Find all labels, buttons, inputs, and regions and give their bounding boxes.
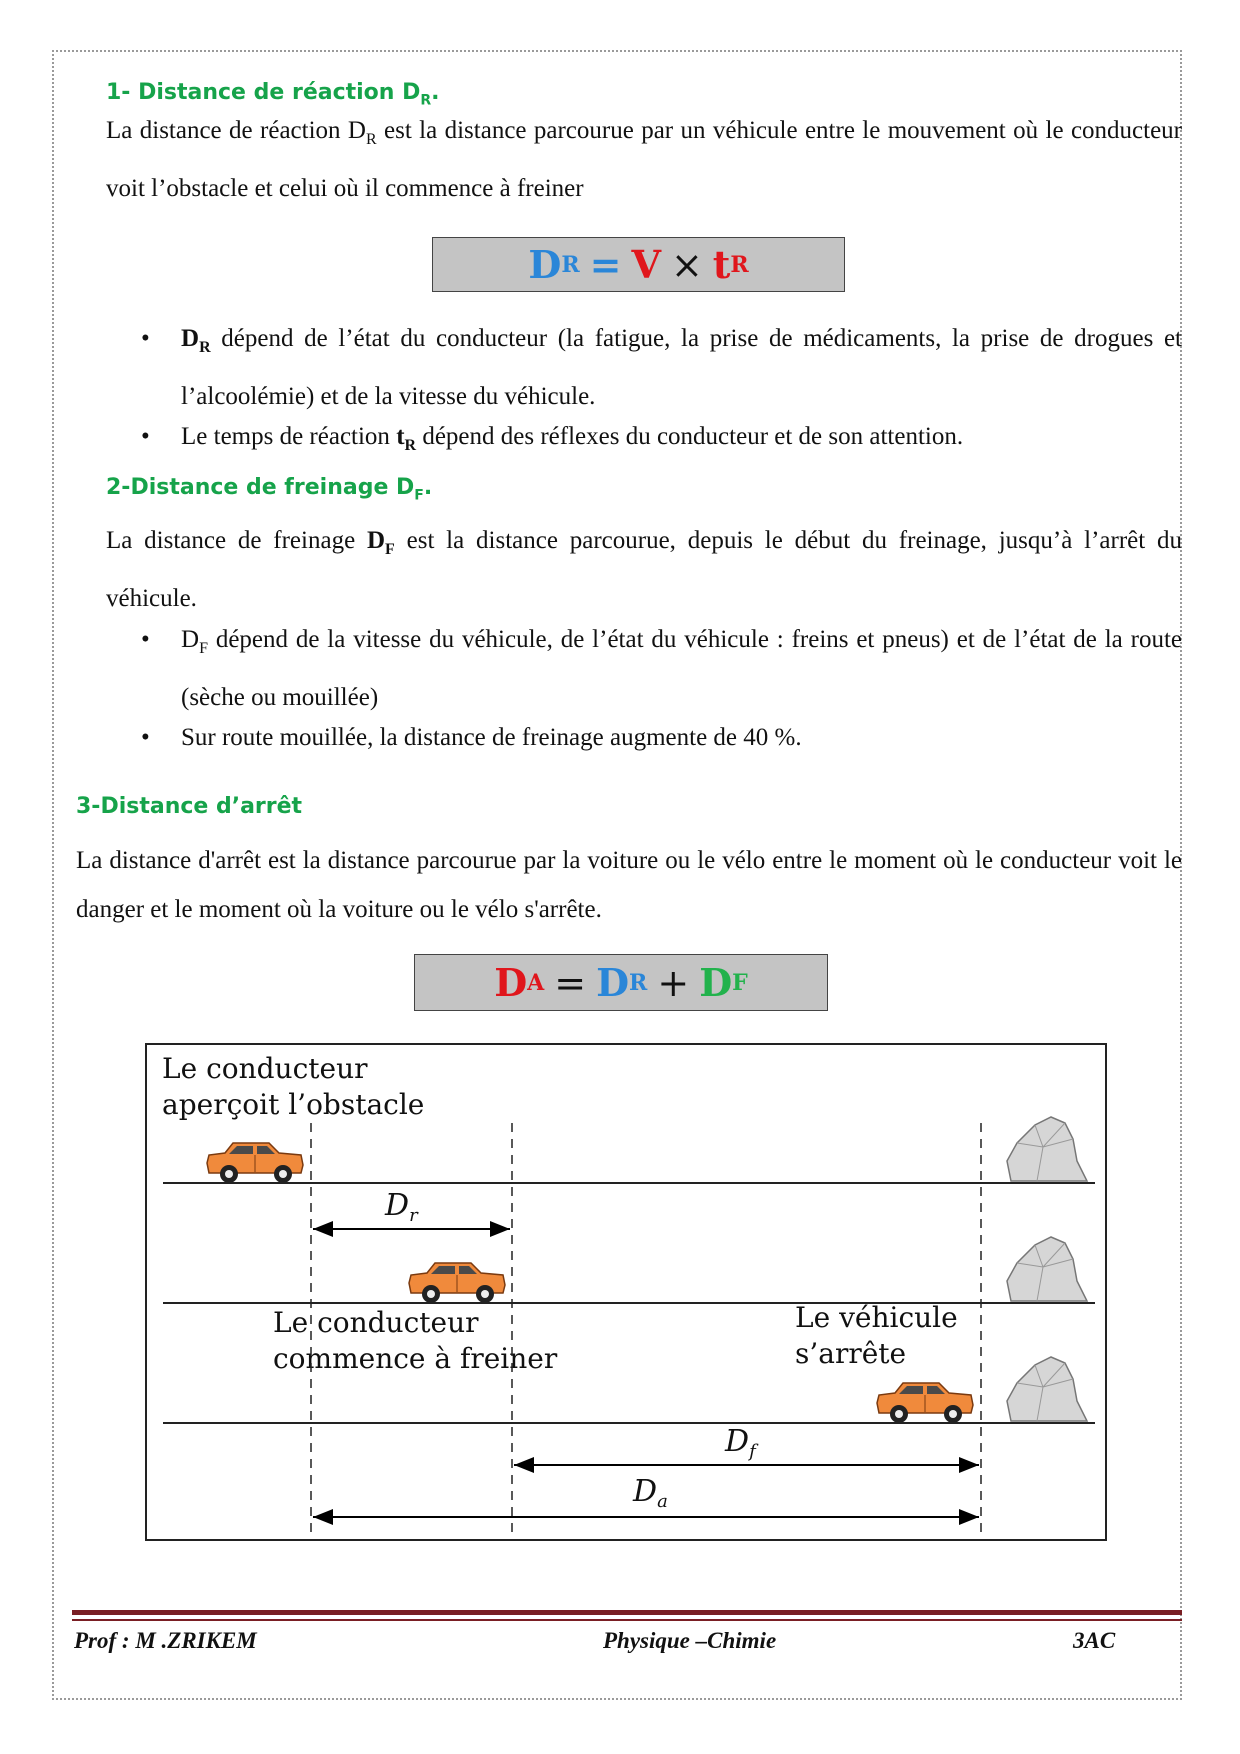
section-3-intro: La distance d'arrêt est la distance parcourue par la voiture ou le vélo entre le moment où le conducteur voit le danger et le moment où la voiture ou le vélo s'arrête. — [76, 847, 1182, 923]
section-2-bullet-1: • $D_F$ dépend de la vitesse du véhicule, de l’état du véhicule : freins et pneus) et de l’état de la route (sèche ou mouillée) — [181, 615, 1182, 722]
label-da: $D_a$ — [633, 1474, 668, 1512]
footer-rule — [72, 1610, 1182, 1615]
label-driver-brakes: Le conducteur — [273, 1306, 479, 1339]
section-3-title: 3-Distance d’arrêt — [76, 794, 303, 819]
label-driver-sees: Le conducteur — [162, 1052, 368, 1085]
section-2-title: 2-Distance de freinage $D_F$. — [106, 475, 433, 504]
label-vehicle-stops-2: s’arrête — [795, 1337, 907, 1370]
footer-level: 3AC — [1073, 1628, 1116, 1653]
label-vehicle-stops: Le véhicule — [795, 1301, 958, 1334]
footer-prof: Prof : M .ZRIKEM — [74, 1628, 257, 1653]
section-1-title: 1- Distance de réaction $D_R$. — [106, 80, 440, 109]
section-1-bullet-1: • $D_R$ dépend de l’état du conducteur (la fatigue, la prise de médicaments, la prise de drogues et l’alcoolémie) et de la vitesse du véhicule. — [181, 314, 1182, 421]
stopping-formula: D A = D R + D F — [414, 954, 828, 1011]
label-dr: $D_r$ — [385, 1188, 418, 1226]
label-driver-sees-2: aperçoit l’obstacle — [162, 1088, 425, 1121]
reaction-formula: D R = V × t R — [432, 237, 845, 292]
section-1-bullet-2: • Le temps de réaction $t_R$ dépend des réflexes du conducteur et de son attention. — [181, 412, 1182, 470]
stopping-distance-diagram — [145, 1043, 1110, 1543]
label-driver-brakes-2: commence à freiner — [273, 1342, 558, 1375]
section-1-intro: La distance de réaction $D_R$ est la distance parcourue par un véhicule entre le mouvement où le conducteur voit l’obstacle et celui où il commence à freiner — [106, 117, 1182, 202]
footer-subject: Physique –Chimie — [603, 1628, 777, 1653]
section-2-intro: La distance de freinage $D_F$ est la distance parcourue, depuis le début du freinage, jusqu’à l’arrêt du véhicule. — [106, 527, 1182, 612]
section-2-bullet-2: • Sur route mouillée, la distance de freinage augmente de 40 %. — [181, 713, 1182, 762]
footer-rule-thin — [72, 1619, 1182, 1621]
label-df: $D_f$ — [725, 1424, 756, 1462]
